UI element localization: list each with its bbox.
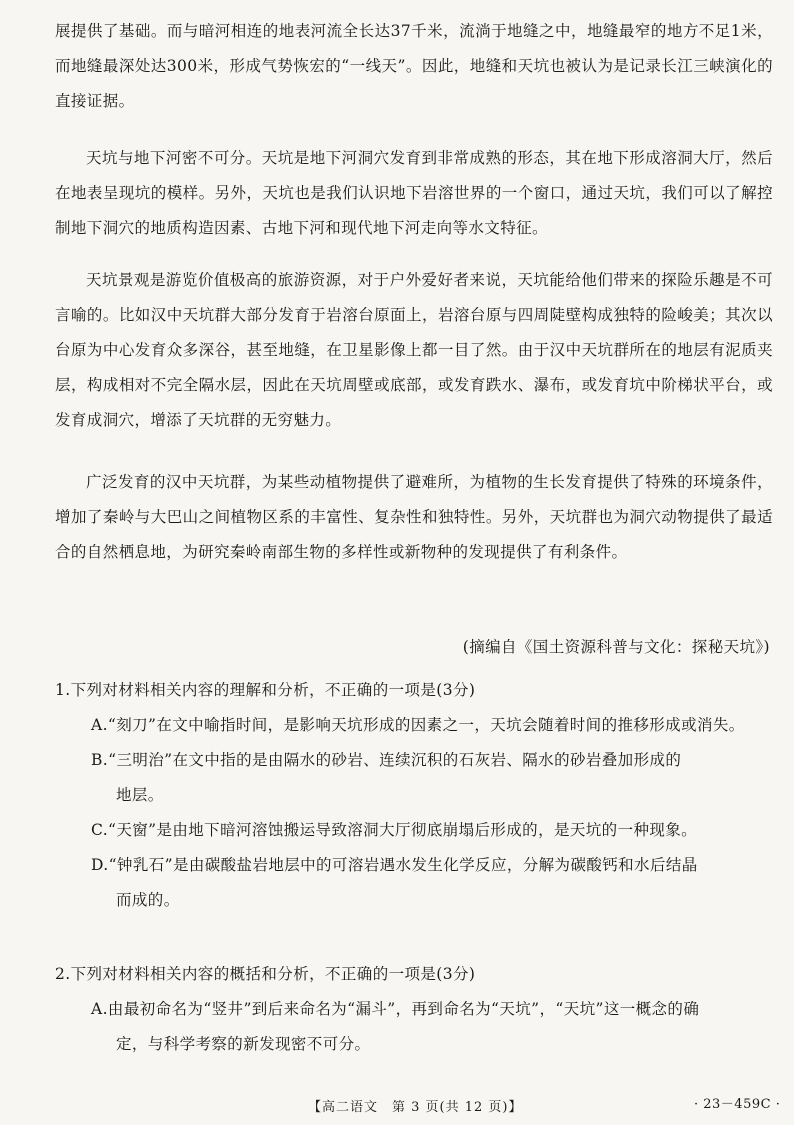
source-citation: (摘编自《国土资源科普与文化：探秘天坑》)	[462, 638, 770, 656]
question-1-option-c: C.“天窗”是由地下暗河溶蚀搬运导致溶洞大厅彻底崩塌后形成的，是天坑的一种现象。	[91, 821, 698, 839]
question-2	[55, 957, 777, 1062]
page-footer	[0, 1090, 794, 1120]
question-1-option-b: B.“三明治”在文中指的是由隔水的砂岩、连续沉积的石灰岩、隔水的砂岩叠加形成的 地层。	[91, 751, 682, 804]
question-1-option-a: A.“刻刀”在文中喻指时间，是影响天坑形成的因素之一，天坑会随着时间的推移形成或消失。	[91, 716, 745, 734]
passage-paragraph-1: 展提供了基础。而与暗河相连的地表河流全长达37千米，流淌于地缝之中，地缝最窄的地方不足1米，而地缝最深处达300米，形成气势恢宏的“一线天”。因此，地缝和天坑也被认为是记录长江三峡演化的直接证据。	[55, 22, 773, 110]
question-2-option-a: A.由最初命名为“竖井”到后来命名为“漏斗”，再到命名为“天坑”，“天坑”这一概念的确 定，与科学考察的新发现密不可分。	[91, 1000, 700, 1053]
passage-paragraph-3: 天坑景观是游览价值极高的旅游资源，对于户外爱好者来说，天坑能给他们带来的探险乐趣是不可言喻的。比如汉中天坑群大部分发育于岩溶台原面上，岩溶台原与四周陡壁构成独特的险峻美；其次以台原为中心发育众多深谷，甚至地缝，在卫星影像上都一目了然。由于汉中天坑群所在的地层有泥质夹层，构成相对不完全隔水层，因此在天坑周壁或底部，或发育跌水、瀑布，或发育坑中阶梯状平台，或发育成洞穴，增添了天坑群的无穷魅力。	[55, 271, 773, 429]
passage-paragraph-4: 广泛发育的汉中天坑群，为某些动植物提供了避难所，为植物的生长发育提供了特殊的环境条件，增加了秦岭与大巴山之间植物区系的丰富性、复杂性和独特性。另外，天坑群也为洞穴动物提供了最适合的自然栖息地，为研究秦岭南部生物的多样性或新物种的发现提供了有利条件。	[55, 473, 773, 561]
passage-paragraph-2: 天坑与地下河密不可分。天坑是地下河洞穴发育到非常成熟的形态，其在地下形成溶洞大厅，然后在地表呈现坑的模样。另外，天坑也是我们认识地下岩溶世界的一个窗口，通过天坑，我们可以了解控制地下洞穴的地质构造因素、古地下河和现代地下河走向等水文特征。	[55, 149, 773, 237]
question-2-stem: 2.下列对材料相关内容的概括和分析，不正确的一项是(3分)	[55, 965, 476, 983]
question-1	[55, 673, 777, 918]
question-1-stem: 1.下列对材料相关内容的理解和分析，不正确的一项是(3分)	[55, 681, 476, 699]
question-1-option-d: D.“钟乳石”是由碳酸盐岩地层中的可溶岩遇水发生化学反应，分解为碳酸钙和水后结晶 而成的。	[91, 856, 698, 909]
footer-page-info: 【高二语文 第 3 页(共 12 页)】	[308, 1100, 523, 1115]
footer-exam-code: · 23－459C ·	[694, 1097, 781, 1112]
